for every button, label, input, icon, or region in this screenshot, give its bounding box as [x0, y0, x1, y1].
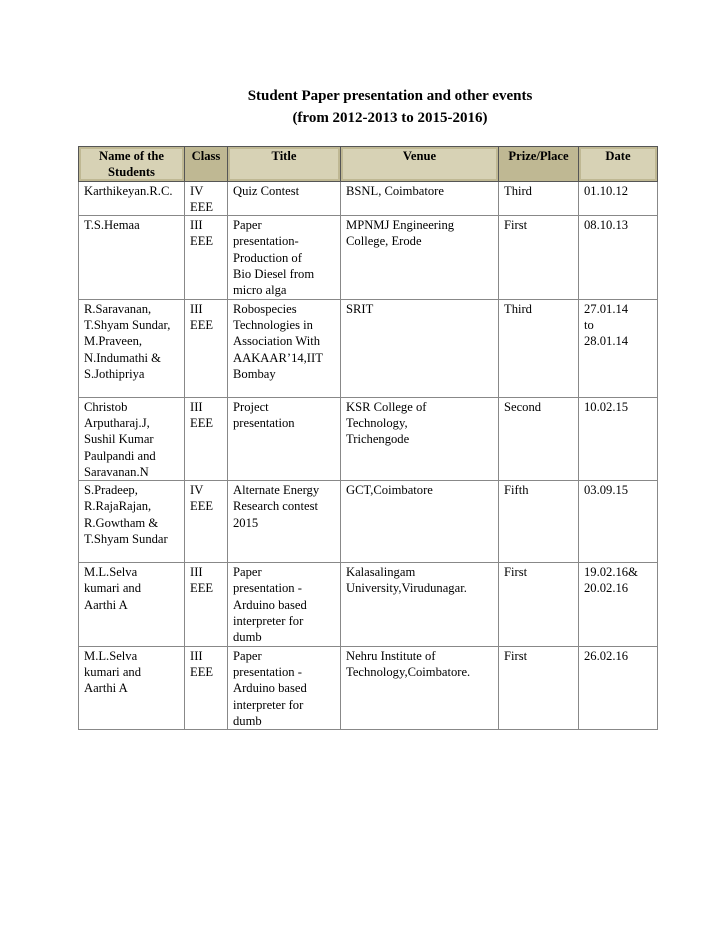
cell-date: 19.02.16& 20.02.16 — [579, 563, 658, 646]
cell-class: III EEE — [185, 563, 228, 646]
cell-prize: First — [499, 563, 579, 646]
cell-date: 10.02.15 — [579, 397, 658, 480]
cell-prize: First — [499, 216, 579, 299]
cell-venue: Nehru Institute of Technology,Coimbatore. — [341, 646, 499, 729]
cell-title: Quiz Contest — [228, 181, 341, 216]
cell-venue: MPNMJ Engineering College, Erode — [341, 216, 499, 299]
cell-venue: GCT,Coimbatore — [341, 481, 499, 563]
cell-prize: Third — [499, 181, 579, 216]
table-row — [79, 563, 658, 646]
cell-class: III EEE — [185, 646, 228, 729]
cell-prize: Fifth — [499, 481, 579, 563]
cell-title: Paper presentation - Arduino based interpreter for dumb — [228, 563, 341, 646]
column-header-title: Title — [228, 147, 341, 182]
cell-title: Robospecies Technologies in Association With AAKAAR’14,IIT Bombay — [228, 299, 341, 397]
column-header-class: Class — [185, 147, 228, 182]
cell-title: Project presentation — [228, 397, 341, 480]
table-header-row — [79, 147, 658, 182]
table-row — [79, 397, 658, 480]
column-header-venue: Venue — [341, 147, 499, 182]
cell-venue: Kalasalingam University,Virudunagar. — [341, 563, 499, 646]
cell-name: R.Saravanan, T.Shyam Sundar, M.Praveen, N.Indumathi & S.Jothipriya — [79, 299, 185, 397]
cell-class: III EEE — [185, 216, 228, 299]
cell-date: 08.10.13 — [579, 216, 658, 299]
column-header-date: Date — [579, 147, 658, 182]
cell-name: T.S.Hemaa — [79, 216, 185, 299]
column-header-name: Name of the Students — [79, 147, 185, 182]
table-row — [79, 216, 658, 299]
cell-class: III EEE — [185, 397, 228, 480]
document-title: Student Paper presentation and other events — [247, 88, 533, 104]
cell-title: Paper presentation - Arduino based interpreter for dumb — [228, 646, 341, 729]
cell-class: IV EEE — [185, 181, 228, 216]
cell-class: IV EEE — [185, 481, 228, 563]
cell-date: 01.10.12 — [579, 181, 658, 216]
cell-name: S.Pradeep, R.RajaRajan, R.Gowtham & T.Shyam Sundar — [79, 481, 185, 563]
cell-class: III EEE — [185, 299, 228, 397]
cell-name: Karthikeyan.R.C. — [79, 181, 185, 216]
table-row — [79, 646, 658, 729]
cell-date: 03.09.15 — [579, 481, 658, 563]
document-subtitle: (from 2012-2013 to 2015-2016) — [292, 110, 488, 126]
column-header-prize: Prize/Place — [499, 147, 579, 182]
table-row — [79, 299, 658, 397]
cell-venue: SRIT — [341, 299, 499, 397]
cell-prize: Second — [499, 397, 579, 480]
cell-date: 26.02.16 — [579, 646, 658, 729]
cell-prize: Third — [499, 299, 579, 397]
cell-date: 27.01.14 to 28.01.14 — [579, 299, 658, 397]
table-row — [79, 481, 658, 563]
cell-name: M.L.Selva kumari and Aarthi A — [79, 646, 185, 729]
table-row — [79, 181, 658, 216]
cell-name: Christob Arputharaj.J, Sushil Kumar Paulpandi and Saravanan.N — [79, 397, 185, 480]
cell-title: Paper presentation- Production of Bio Diesel from micro alga — [228, 216, 341, 299]
cell-name: M.L.Selva kumari and Aarthi A — [79, 563, 185, 646]
cell-venue: KSR College of Technology, Trichengode — [341, 397, 499, 480]
cell-title: Alternate Energy Research contest 2015 — [228, 481, 341, 563]
cell-prize: First — [499, 646, 579, 729]
cell-venue: BSNL, Coimbatore — [341, 181, 499, 216]
events-table — [78, 146, 658, 730]
